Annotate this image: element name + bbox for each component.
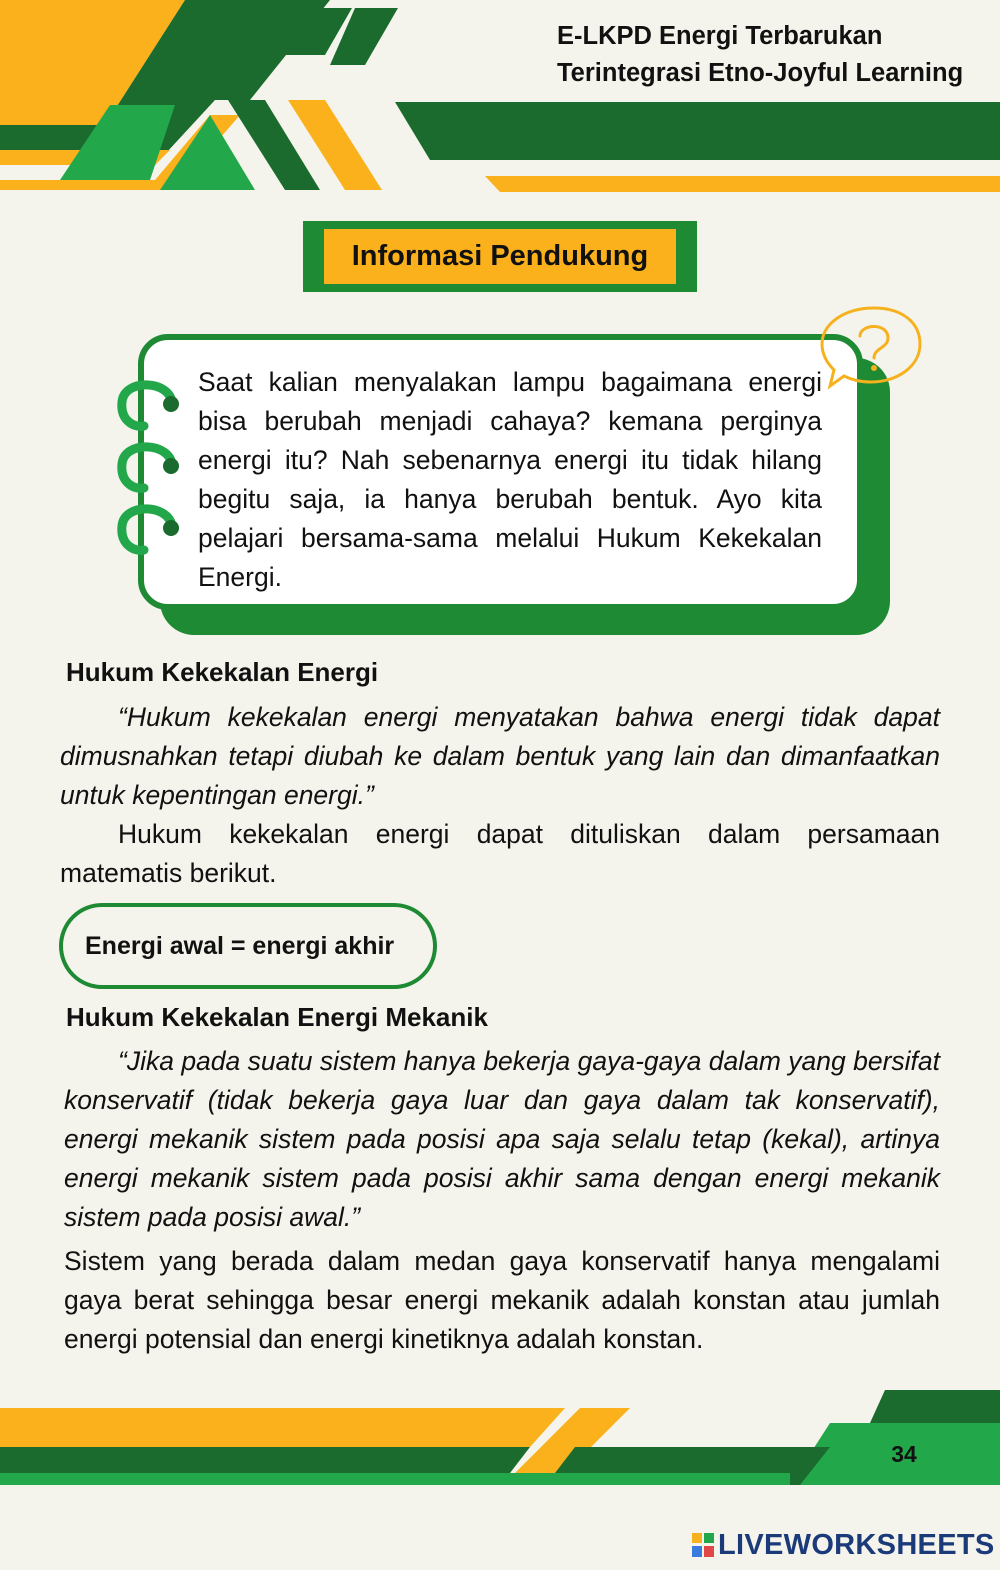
section-2-quote bbox=[64, 1042, 940, 1237]
section-2-body: Sistem yang berada dalam medan gaya konservatif hanya mengalami gaya berat sehingga besar energi mekanik adalah konstan atau jumlah energi potensial dan energi kinetiknya adalah konstan. bbox=[64, 1246, 940, 1354]
section-label-text: Informasi Pendukung bbox=[324, 229, 676, 284]
section-1-quote-text: “Hukum kekekalan energi menyatakan bahwa energi tidak dapat dimusnahkan tetapi diubah ke dalam bentuk yang lain dan dimanfaatkan untuk kepentingan energi.” bbox=[60, 702, 940, 810]
liveworksheets-logo-icon bbox=[692, 1533, 714, 1557]
section-1-title: Hukum Kekekalan Energi bbox=[66, 657, 379, 687]
section-1-body-text: Hukum kekekalan energi dapat dituliskan dalam persamaan matematis berikut. bbox=[60, 819, 940, 888]
formula-box bbox=[59, 903, 437, 989]
header-title-line-2: Terintegrasi Etno-Joyful Learning bbox=[557, 59, 964, 87]
footer-decoration bbox=[0, 1385, 1000, 1495]
intro-card-text: Saat kalian menyalakan lampu bagaimana energi bisa berubah menjadi cahaya? kemana perginya energi itu? Nah sebenarnya energi itu tidak hilang begitu saja, ia hanya berubah bentuk. Ayo kita pelajari bersama-sama melalui Hukum Kekekalan Energi. bbox=[198, 367, 822, 592]
header-title-line-1: E-LKPD Energi Terbarukan bbox=[557, 22, 883, 50]
liveworksheets-branding bbox=[692, 1525, 995, 1565]
brand-name: LIVEWORKSHEETS bbox=[718, 1528, 995, 1561]
formula-text: Energi awal = energi akhir bbox=[85, 931, 395, 960]
page-number: 34 bbox=[891, 1441, 917, 1467]
section-label bbox=[303, 221, 697, 292]
notebook-spiral-icon bbox=[110, 370, 190, 570]
section-2-quote-text: “Jika pada suatu sistem hanya bekerja gaya-gaya dalam yang bersifat konservatif (tidak bekerja gaya luar dan gaya dalam tak konservatif), energi mekanik sistem pada posisi apa saja selalu tetap (kekal), artinya energi mekanik sistem pada posisi akhir sama dengan energi mekanik sistem pada posisi awal.” bbox=[64, 1046, 940, 1232]
section-1-body bbox=[60, 815, 940, 893]
question-bubble-icon bbox=[816, 302, 928, 398]
section-1-quote bbox=[60, 698, 940, 815]
section-2-title: Hukum Kekekalan Energi Mekanik bbox=[66, 1002, 488, 1032]
document-header bbox=[557, 18, 997, 92]
